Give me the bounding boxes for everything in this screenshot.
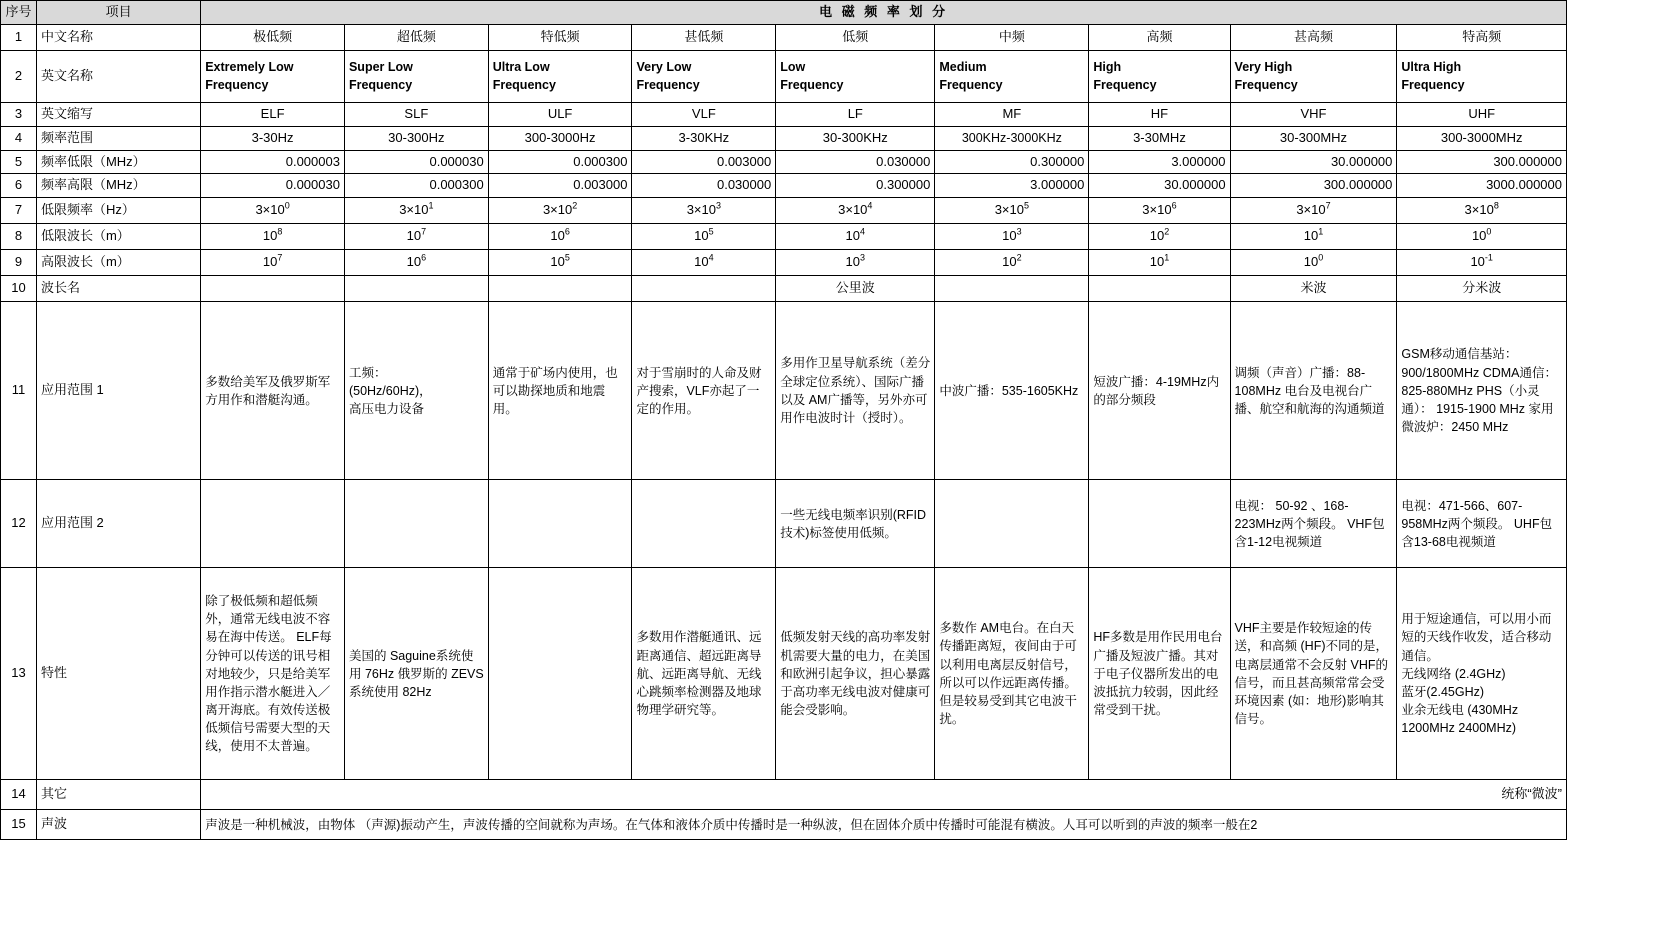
cell: 特高频 [1397, 24, 1567, 50]
cell: 电视： 50-92 、168-223MHz两个频段。 VHF包含1-12电视频道 [1230, 480, 1397, 568]
cell [488, 276, 632, 302]
cell: 美国的 Saguine系统使用 76Hz 俄罗斯的 ZEVS系统使用 82Hz [344, 568, 488, 780]
table-row [1, 810, 1567, 840]
cell: $10^3$ [935, 224, 1089, 250]
cell: $3\times 10^6$ [1089, 198, 1230, 224]
cell: Low Frequency [776, 50, 935, 102]
cell: 多数用作潜艇通讯、远距离通信、超远距离导航、远距离导航、无线心跳频率检测器及地球物理学研究等。 [632, 568, 776, 780]
cell: 中波广播：535-1605KHz [935, 302, 1089, 480]
cell: 300.000000 [1397, 150, 1567, 174]
row-label: 中文名称 [36, 24, 200, 50]
row-index: 15 [1, 810, 37, 840]
cell: $10^1$ [1230, 224, 1397, 250]
cell: $3\times 10^1$ [344, 198, 488, 224]
cell: HF多数是用作民用电台广播及短波广播。其对于电子仪器所发出的电波抵抗力较弱，因此经常受到干扰。 [1089, 568, 1230, 780]
cell: 30-300KHz [776, 126, 935, 150]
cell: 0.000300 [488, 150, 632, 174]
row-label: 波长名 [36, 276, 200, 302]
cell [201, 276, 345, 302]
cell [935, 276, 1089, 302]
table-header-row [1, 1, 1567, 25]
cell [488, 568, 632, 780]
cell: $10^1$ [1089, 250, 1230, 276]
cell: 高频 [1089, 24, 1230, 50]
cell: 低频 [776, 24, 935, 50]
table-row [1, 174, 1567, 198]
cell: $10^2$ [1089, 224, 1230, 250]
cell: 0.000030 [201, 174, 345, 198]
row-index: 4 [1, 126, 37, 150]
row-label: 低限波长（m） [36, 224, 200, 250]
cell: 分米波 [1397, 276, 1567, 302]
cell: 米波 [1230, 276, 1397, 302]
cell: 0.300000 [935, 150, 1089, 174]
cell: VHF [1230, 102, 1397, 126]
cell: 30-300Hz [344, 126, 488, 150]
table-row [1, 150, 1567, 174]
cell: $10^7$ [344, 224, 488, 250]
cell: High Frequency [1089, 50, 1230, 102]
cell: $3\times 10^5$ [935, 198, 1089, 224]
cell: ELF [201, 102, 345, 126]
table-row [1, 250, 1567, 276]
cell: LF [776, 102, 935, 126]
row-label: 频率范围 [36, 126, 200, 150]
cell: $10^{-1}$ [1397, 250, 1567, 276]
cell: GSM移动通信基站：900/1800MHz CDMA通信：825-880MHz PHS（小灵通）： 1915-1900 MHz 家用微波炉：2450 MHz [1397, 302, 1567, 480]
cell: $3\times 10^7$ [1230, 198, 1397, 224]
cell: 通常于矿场内使用，也可以勘探地质和地震用。 [488, 302, 632, 480]
row-label: 声波 [36, 810, 200, 840]
cell: 对于雪崩时的人命及财产搜索，VLF亦起了一定的作用。 [632, 302, 776, 480]
cell: 电视：471-566、607-958MHz两个频段。 UHF包含13-68电视频道 [1397, 480, 1567, 568]
cell: $10^6$ [488, 224, 632, 250]
cell [935, 480, 1089, 568]
cell: $3\times 10^4$ [776, 198, 935, 224]
header-title: 电 磁 频 率 划 分 [201, 1, 1567, 25]
cell: VLF [632, 102, 776, 126]
cell: 多用作卫星导航系统（差分全球定位系统）、国际广播以及 AM广播等，另外亦可用作电波时计（授时）。 [776, 302, 935, 480]
cell: 300.000000 [1230, 174, 1397, 198]
cell: 用于短途通信，可以用小而短的天线作收发，适合移动通信。 无线网络 (2.4GHz) 蓝牙(2.45GHz) 业余无线电 (430MHz 1200MHz 2400MHz) [1397, 568, 1567, 780]
cell: $10^7$ [201, 250, 345, 276]
cell: 0.030000 [776, 150, 935, 174]
cell: 除了极低频和超低频外，通常无线电波不容易在海中传送。 ELF每分钟可以传送的讯号相对地较少，只是给美军用作指示潜水艇进入／离开海底。有效传送极低频信号需要大型的天线，使用不太普遍。 [201, 568, 345, 780]
cell [488, 480, 632, 568]
cell: 30-300MHz [1230, 126, 1397, 150]
table-row [1, 276, 1567, 302]
cell [1089, 276, 1230, 302]
cell: $10^0$ [1397, 224, 1567, 250]
cell: $10^4$ [632, 250, 776, 276]
row-label: 应用范围 2 [36, 480, 200, 568]
cell: ULF [488, 102, 632, 126]
cell: Medium Frequency [935, 50, 1089, 102]
cell: 3.000000 [935, 174, 1089, 198]
row-index: 1 [1, 24, 37, 50]
cell: 多数给美军及俄罗斯军方用作和潜艇沟通。 [201, 302, 345, 480]
row-index: 8 [1, 224, 37, 250]
row-label: 应用范围 1 [36, 302, 200, 480]
row-index: 12 [1, 480, 37, 568]
row-label: 低限频率（Hz） [36, 198, 200, 224]
row-index: 10 [1, 276, 37, 302]
cell: $10^3$ [776, 250, 935, 276]
cell [1089, 480, 1230, 568]
row-label: 频率低限（MHz） [36, 150, 200, 174]
table-row [1, 568, 1567, 780]
cell: 3-30KHz [632, 126, 776, 150]
row-label: 特性 [36, 568, 200, 780]
row-index: 9 [1, 250, 37, 276]
row-index: 14 [1, 780, 37, 810]
cell: 极低频 [201, 24, 345, 50]
table-row [1, 480, 1567, 568]
row-index: 2 [1, 50, 37, 102]
row-label: 英文缩写 [36, 102, 200, 126]
header-item: 项目 [36, 1, 200, 25]
cell: 短波广播：4-19MHz内的部分频段 [1089, 302, 1230, 480]
row-index: 11 [1, 302, 37, 480]
cell: VHF主要是作较短途的传送，和高频 (HF)不同的是，电离层通常不会反射 VHF的信号，而且甚高频常常会受环境因素 (如：地形)影响其信号。 [1230, 568, 1397, 780]
table-row [1, 224, 1567, 250]
cell: $3\times 10^0$ [201, 198, 345, 224]
cell: 多数作 AM电台。在白天传播距离短，夜间由于可以利用电离层反射信号，所以可以作远距离传播。但是较易受到其它电波干扰。 [935, 568, 1089, 780]
cell: 超低频 [344, 24, 488, 50]
cell: 0.003000 [488, 174, 632, 198]
table-row [1, 24, 1567, 50]
cell: 3.000000 [1089, 150, 1230, 174]
cell [632, 480, 776, 568]
cell: $10^0$ [1230, 250, 1397, 276]
cell [632, 276, 776, 302]
cell: $10^5$ [488, 250, 632, 276]
table-row [1, 198, 1567, 224]
cell: 30.000000 [1089, 174, 1230, 198]
table-row [1, 302, 1567, 480]
cell: 0.000030 [344, 150, 488, 174]
cell: $10^8$ [201, 224, 345, 250]
cell: Super Low Frequency [344, 50, 488, 102]
row-index: 7 [1, 198, 37, 224]
row-index: 5 [1, 150, 37, 174]
cell-merged: 声波是一种机械波，由物体 （声源)振动产生，声波传播的空间就称为声场。在气体和液体介质中传播时是一种纵波，但在固体介质中传播时可能混有横波。人耳可以听到的声波的频率一般在2 [201, 810, 1567, 840]
cell: $10^6$ [344, 250, 488, 276]
cell: 工频： (50Hz/60Hz)， 高压电力设备 [344, 302, 488, 480]
cell: Ultra Low Frequency [488, 50, 632, 102]
table-row [1, 50, 1567, 102]
cell: $3\times 10^2$ [488, 198, 632, 224]
cell [201, 480, 345, 568]
cell: Very High Frequency [1230, 50, 1397, 102]
cell: 中频 [935, 24, 1089, 50]
cell: 甚高频 [1230, 24, 1397, 50]
row-index: 13 [1, 568, 37, 780]
cell: 特低频 [488, 24, 632, 50]
row-label: 英文名称 [36, 50, 200, 102]
cell: 低频发射天线的高功率发射机需要大量的电力，在美国和欧洲引起争议，担心暴露于高功率无线电波对健康可能会受影响。 [776, 568, 935, 780]
cell: 0.000003 [201, 150, 345, 174]
cell: Extremely Low Frequency [201, 50, 345, 102]
cell: 0.000300 [344, 174, 488, 198]
cell: UHF [1397, 102, 1567, 126]
header-index: 序号 [1, 1, 37, 25]
row-label: 其它 [36, 780, 200, 810]
cell: HF [1089, 102, 1230, 126]
cell: $10^5$ [632, 224, 776, 250]
table-row [1, 780, 1567, 810]
cell: 300-3000MHz [1397, 126, 1567, 150]
cell: 0.030000 [632, 174, 776, 198]
cell: 30.000000 [1230, 150, 1397, 174]
cell: $3\times 10^8$ [1397, 198, 1567, 224]
cell: 0.003000 [632, 150, 776, 174]
cell: Very Low Frequency [632, 50, 776, 102]
cell: 3-30MHz [1089, 126, 1230, 150]
cell: 0.300000 [776, 174, 935, 198]
row-label: 高限波长（m） [36, 250, 200, 276]
row-index: 6 [1, 174, 37, 198]
table-row [1, 102, 1567, 126]
cell: MF [935, 102, 1089, 126]
cell: 3000.000000 [1397, 174, 1567, 198]
cell: 一些无线电频率识别(RFID技术)标签使用低频。 [776, 480, 935, 568]
cell-merged: 统称“微波” [201, 780, 1567, 810]
table-row [1, 126, 1567, 150]
row-label: 频率高限（MHz） [36, 174, 200, 198]
cell [344, 480, 488, 568]
row-index: 3 [1, 102, 37, 126]
cell: 调频（声音）广播：88-108MHz 电台及电视台广播、航空和航海的沟通频道 [1230, 302, 1397, 480]
cell: 甚低频 [632, 24, 776, 50]
cell: $10^4$ [776, 224, 935, 250]
cell: $3\times 10^3$ [632, 198, 776, 224]
cell: SLF [344, 102, 488, 126]
cell: Ultra High Frequency [1397, 50, 1567, 102]
cell: 公里波 [776, 276, 935, 302]
cell: 300-3000Hz [488, 126, 632, 150]
cell: 3-30Hz [201, 126, 345, 150]
cell [344, 276, 488, 302]
cell: 300KHz-3000KHz [935, 126, 1089, 150]
cell: $10^2$ [935, 250, 1089, 276]
